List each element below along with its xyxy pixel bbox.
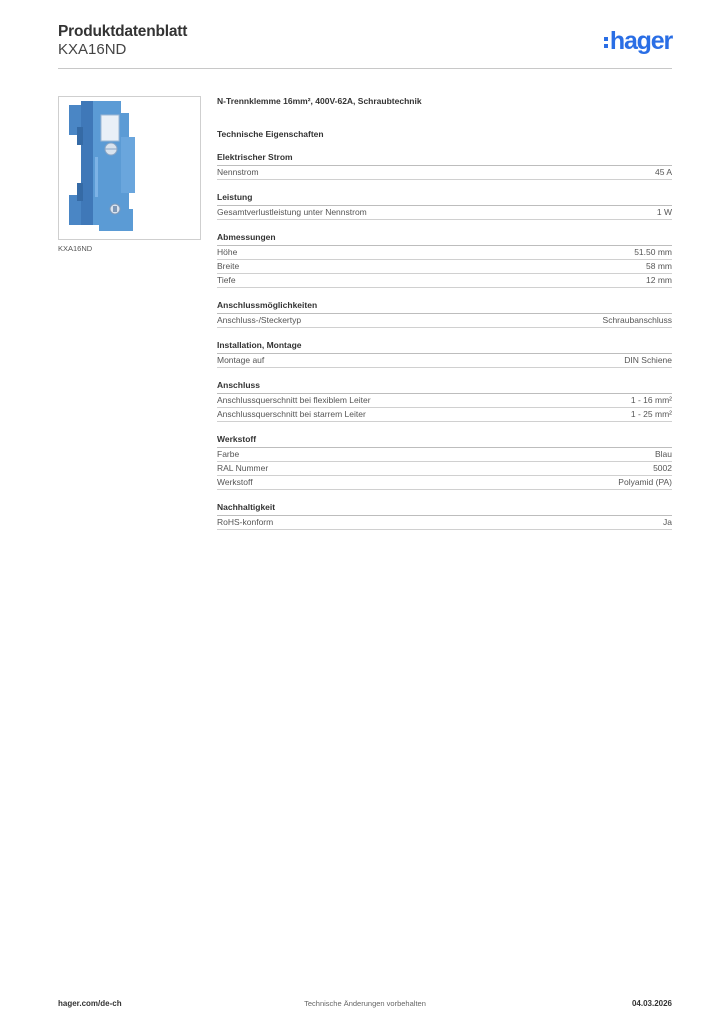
terminal-block-illustration	[59, 97, 200, 239]
spec-value: 51.50 mm	[634, 247, 672, 257]
spec-row	[217, 354, 672, 368]
spec-row	[217, 246, 672, 260]
product-image	[58, 96, 201, 240]
page-header	[58, 20, 672, 69]
spec-row	[217, 462, 672, 476]
spec-label: Farbe	[217, 449, 240, 459]
footer-website-link[interactable]: hager.com/de-ch	[58, 999, 122, 1008]
section-title: Installation, Montage	[217, 340, 672, 354]
spec-value: 12 mm	[646, 275, 672, 285]
logo-text: hager	[609, 27, 672, 55]
spec-label: Höhe	[217, 247, 238, 257]
spec-row	[217, 274, 672, 288]
product-description: N-Trennklemme 16mm², 400V-62A, Schraubtechnik	[217, 96, 422, 106]
spec-value: 1 W	[656, 207, 672, 217]
section-title: Abmessungen	[217, 232, 672, 246]
logo-dots-icon	[604, 37, 608, 48]
spec-row	[217, 260, 672, 274]
spec-value: DIN Schiene	[624, 355, 672, 365]
spec-label: Breite	[217, 261, 240, 271]
page-footer	[58, 999, 672, 1013]
section-title: Anschluss	[217, 380, 672, 394]
section-title: Elektrischer Strom	[217, 152, 672, 166]
product-code: KXA16ND	[58, 41, 127, 58]
spec-value: 45 A	[654, 167, 672, 177]
spec-value: 58 mm	[646, 261, 672, 271]
spec-label: Nennstrom	[217, 167, 259, 177]
spec-section-installation	[217, 340, 672, 368]
section-title: Werkstoff	[217, 434, 672, 448]
section-title: Nachhaltigkeit	[217, 502, 672, 516]
spec-label: Anschlussquerschnitt bei flexiblem Leiter	[217, 395, 371, 405]
spec-label: Tiefe	[217, 275, 236, 285]
spec-row	[217, 476, 672, 490]
spec-label: Montage auf	[217, 355, 265, 365]
spec-label: RoHS-konform	[217, 517, 274, 527]
spec-value: Schraubanschluss	[602, 315, 672, 325]
spec-row	[217, 166, 672, 180]
technical-properties-heading: Technische Eigenschaften	[217, 129, 324, 139]
spec-value: 1 - 25 mm²	[630, 409, 672, 419]
document-title: Produktdatenblatt	[58, 23, 188, 40]
spec-value: 5002	[653, 463, 672, 473]
image-caption: KXA16ND	[58, 244, 93, 253]
hager-logo	[604, 28, 672, 54]
section-title: Leistung	[217, 192, 672, 206]
spec-value: 1 - 16 mm²	[630, 395, 672, 405]
spec-value: Blau	[654, 449, 672, 459]
spec-section-connection	[217, 380, 672, 422]
spec-content	[217, 96, 672, 530]
spec-row	[217, 206, 672, 220]
spec-section-power	[217, 192, 672, 220]
spec-section-material	[217, 434, 672, 490]
footer-notice: Technische Änderungen vorbehalten	[304, 999, 426, 1008]
spec-row	[217, 314, 672, 328]
spec-label: Gesamtverlustleistung unter Nennstrom	[217, 207, 367, 217]
spec-row	[217, 394, 672, 408]
spec-row	[217, 408, 672, 422]
spec-value: Ja	[663, 517, 672, 527]
spec-label: Anschluss-/Steckertyp	[217, 315, 302, 325]
spec-label: Anschlussquerschnitt bei starrem Leiter	[217, 409, 366, 419]
spec-row	[217, 448, 672, 462]
spec-row	[217, 516, 672, 530]
spec-label: Werkstoff	[217, 477, 253, 487]
spec-section-sustainability	[217, 502, 672, 530]
spec-section-dimensions	[217, 232, 672, 288]
spec-label: RAL Nummer	[217, 463, 269, 473]
footer-date: 04.03.2026	[631, 999, 672, 1008]
section-title: Anschlussmöglichkeiten	[217, 300, 672, 314]
spec-section-connection-options	[217, 300, 672, 328]
spec-section-electrical-current	[217, 152, 672, 180]
spec-value: Polyamid (PA)	[618, 477, 672, 487]
